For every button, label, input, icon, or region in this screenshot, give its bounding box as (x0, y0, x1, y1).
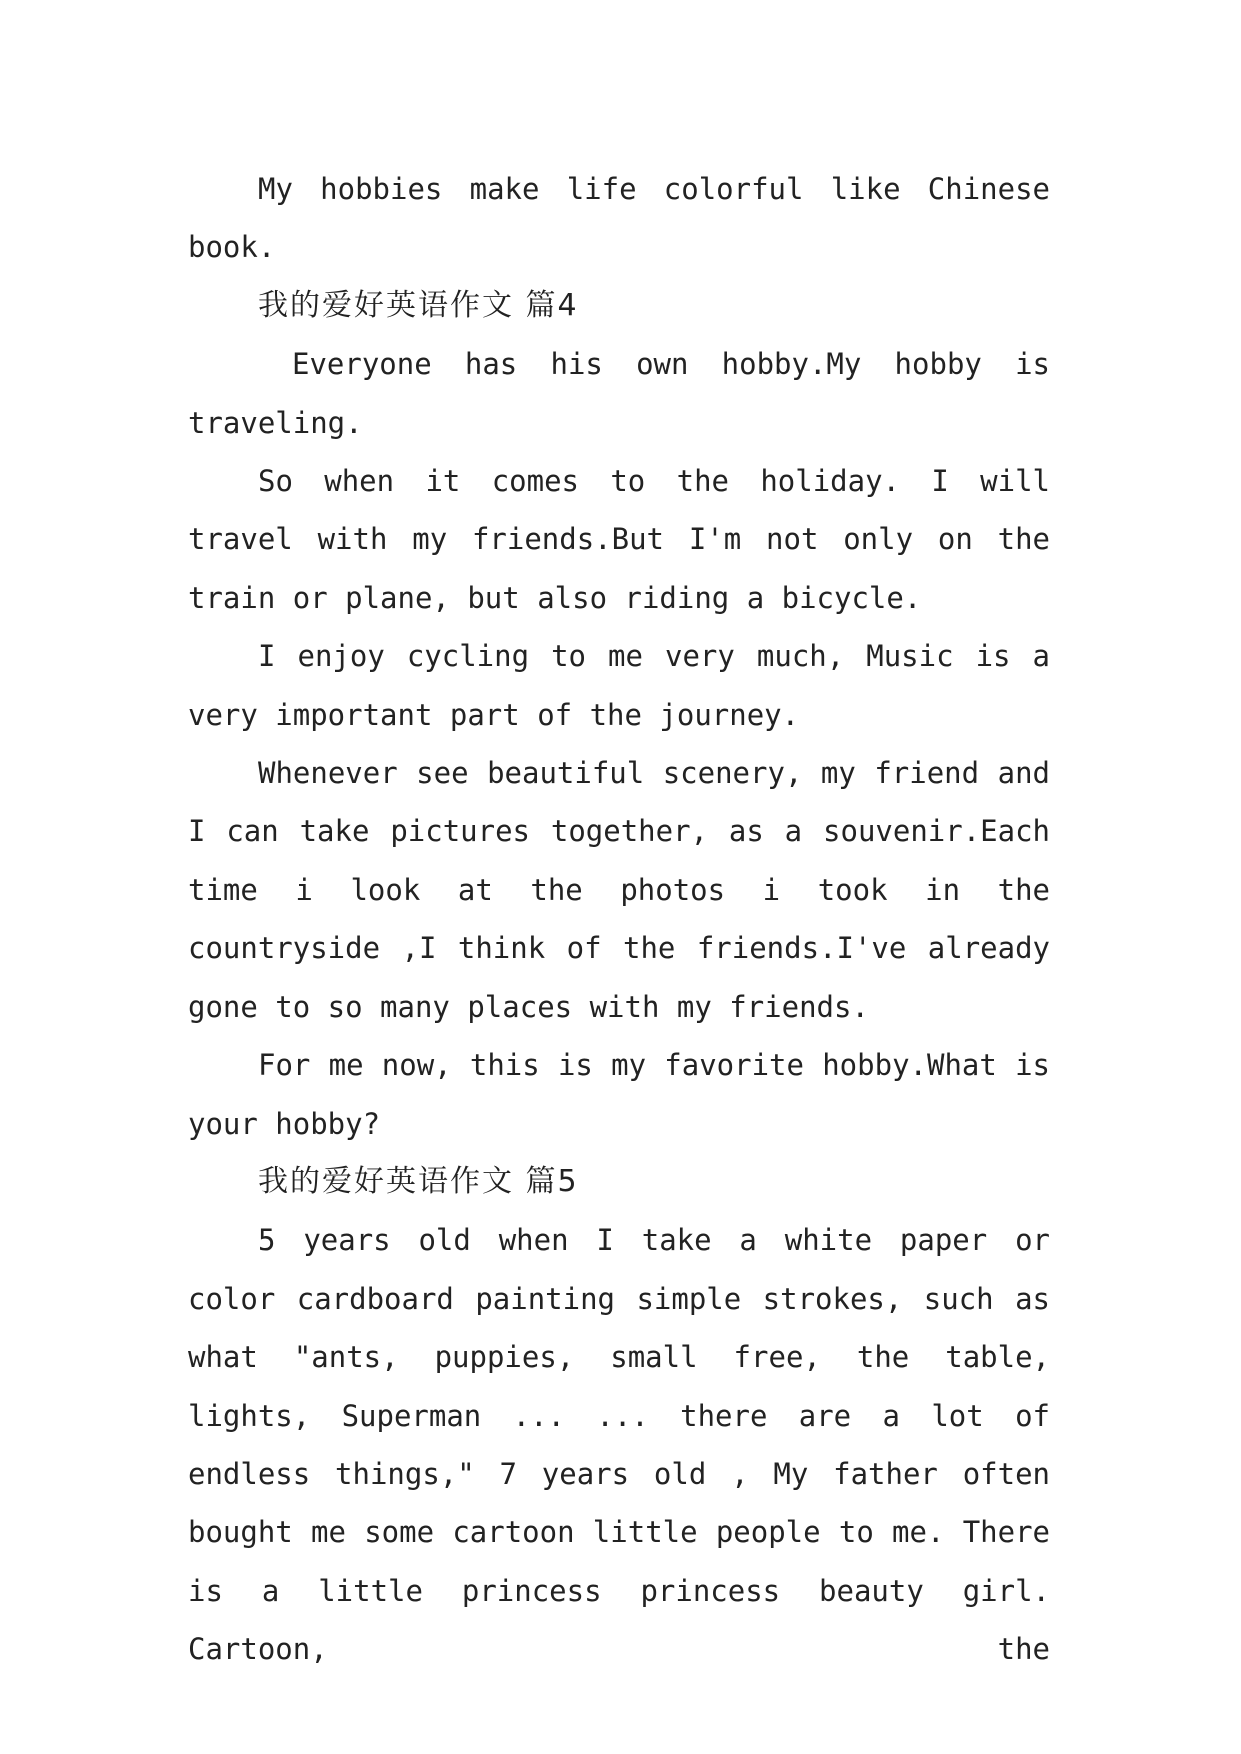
paragraph-cycling: I enjoy cycling to me very much, Music is a very important part of the journey. (188, 639, 1050, 732)
section-heading-5: 我的爱好英语作文 篇5 (258, 1163, 579, 1199)
paragraph-favorite-hobby: For me now, this is my favorite hobby.What is your hobby? (188, 1048, 1050, 1141)
section-heading-4: 我的爱好英语作文 篇4 (258, 287, 579, 323)
paragraph-holiday-travel: So when it comes to the holiday. I will travel with my friends.But I'm not only on the train or plane, but also riding a bicycle. (188, 464, 1050, 615)
paragraph-painting: 5 years old when I take a white paper or color cardboard painting simple strokes, such as what "ants, puppies, small free, the table, lights, Superman ... ... there are a lot of endless things," 7 years old , My father often bought me some cartoon little people to me. There is a little princess princess beauty girl. Cartoon, the (188, 1223, 1050, 1667)
document-page (188, 160, 1050, 1679)
paragraph-closing-line: My hobbies make life colorful like Chinese book. (188, 172, 1050, 265)
paragraph-scenery: Whenever see beautiful scenery, my friend and I can take pictures together, as a souvenir.Each time i look at the photos i took in the countryside ,I think of the friends.I've already gone to so many places with my friends. (188, 756, 1050, 1024)
paragraph-everyone-hobby: Everyone has his own hobby.My hobby is traveling. (188, 347, 1050, 440)
